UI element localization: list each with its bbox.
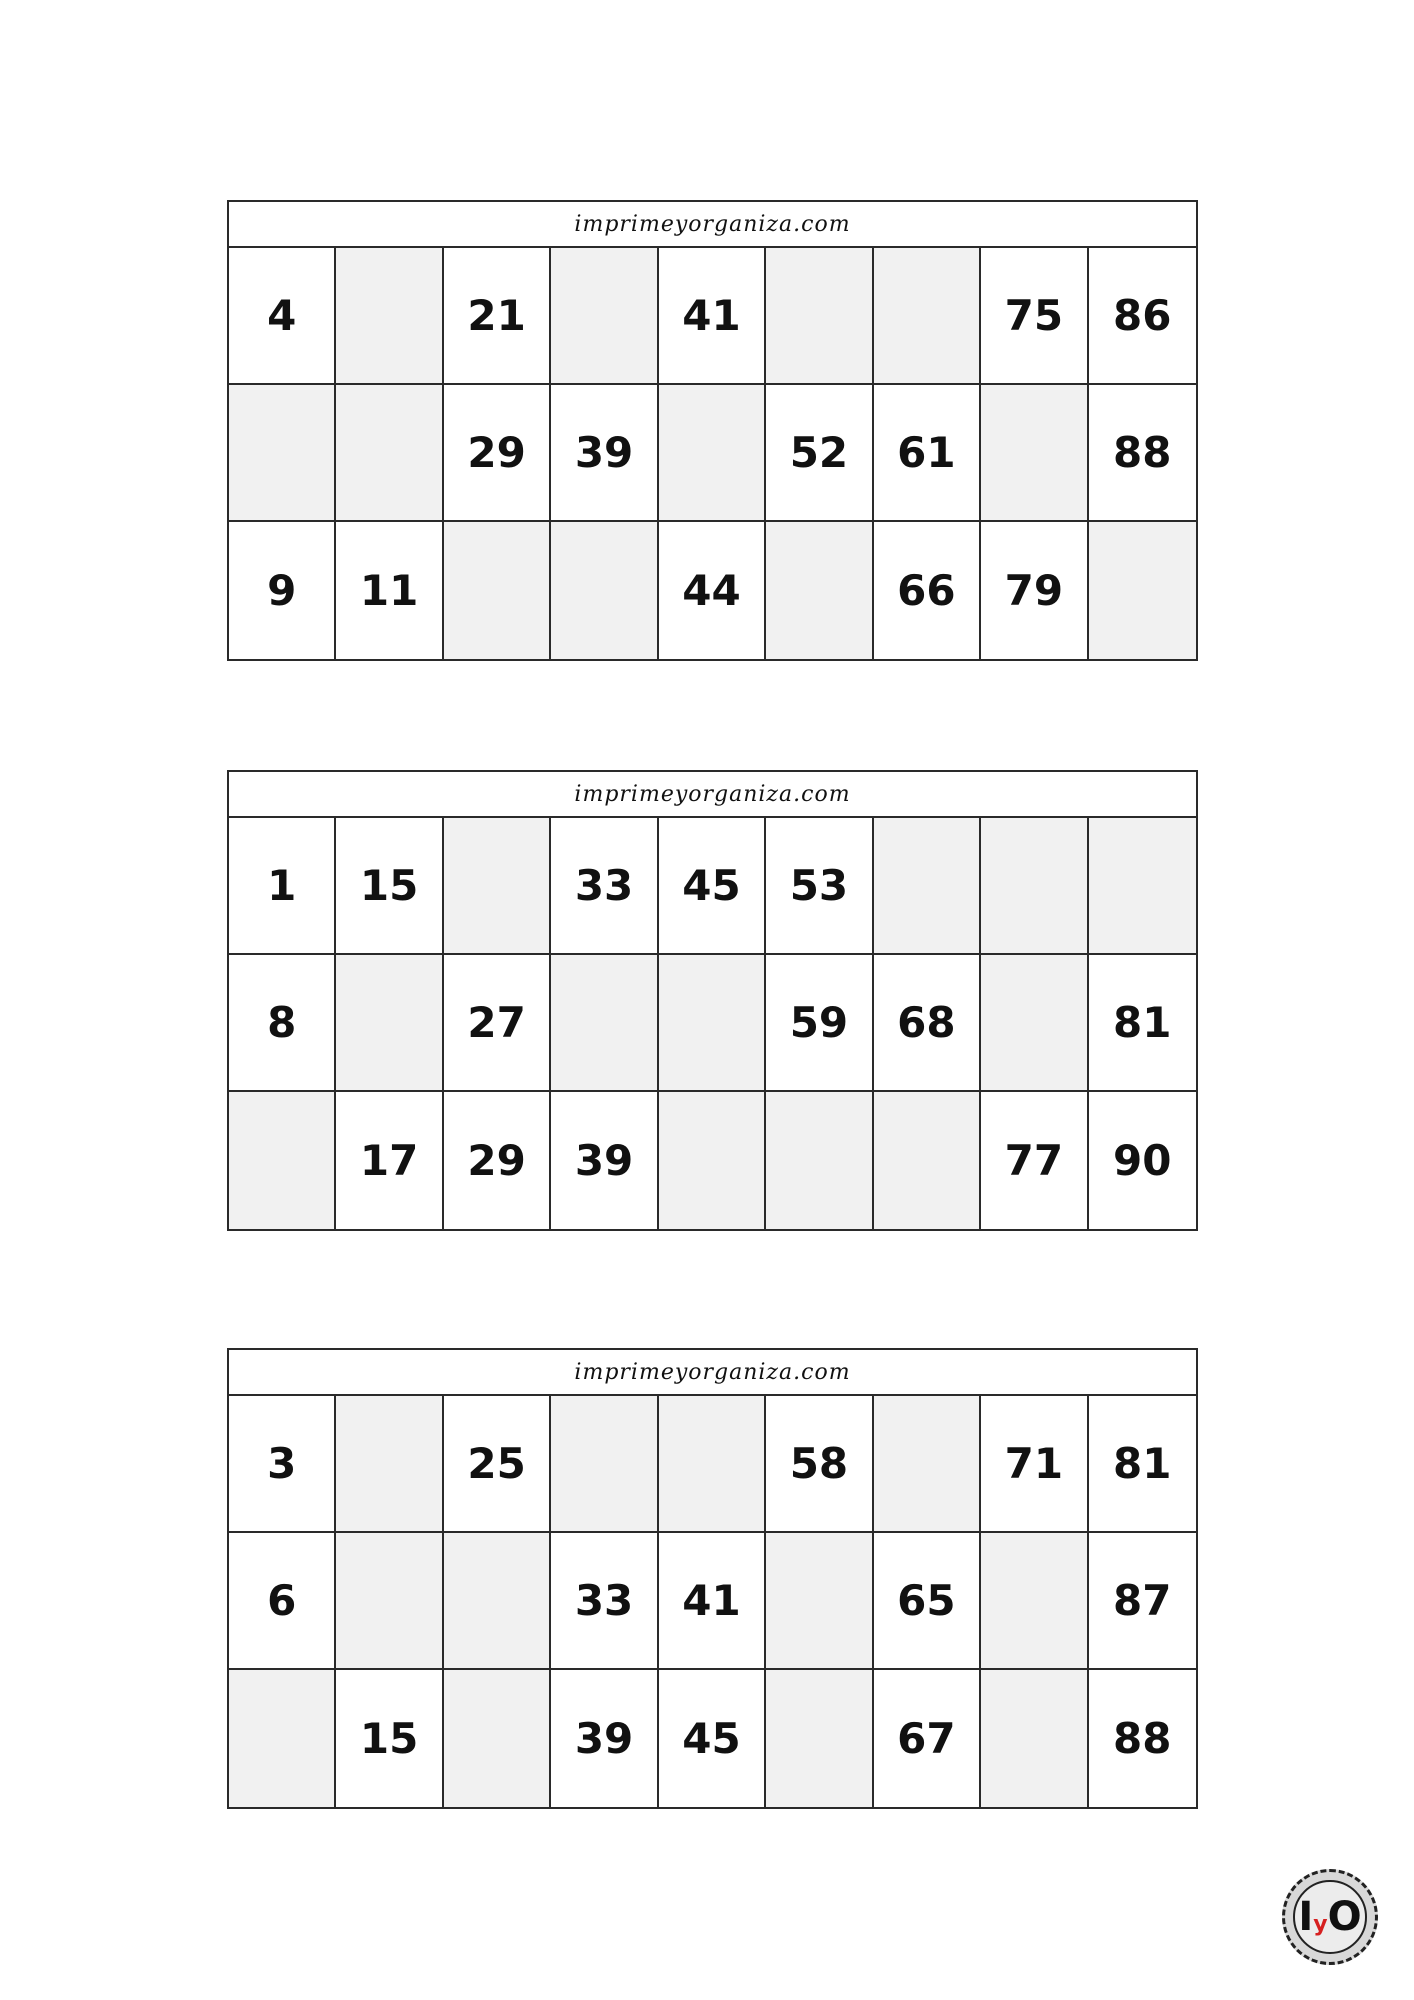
empty-cell: [874, 1396, 981, 1533]
empty-cell: [766, 1533, 873, 1670]
number-cell: 61: [874, 385, 981, 522]
empty-cell: [444, 1533, 551, 1670]
number-cell: 90: [1089, 1092, 1196, 1229]
empty-cell: [766, 1670, 873, 1807]
number-cell: 11: [336, 522, 443, 659]
number-cell: 27: [444, 955, 551, 1092]
card-header-url: imprimeyorganiza.com: [229, 772, 1196, 818]
logo-letter-o: O: [1327, 1894, 1362, 1940]
empty-cell: [981, 955, 1088, 1092]
number-cell: 1: [229, 818, 336, 955]
empty-cell: [659, 385, 766, 522]
number-cell: 15: [336, 1670, 443, 1807]
number-cell: 87: [1089, 1533, 1196, 1670]
empty-cell: [551, 522, 658, 659]
number-cell: 67: [874, 1670, 981, 1807]
empty-cell: [336, 955, 443, 1092]
card-grid: [229, 818, 1196, 1229]
empty-cell: [659, 1092, 766, 1229]
number-cell: 45: [659, 1670, 766, 1807]
empty-cell: [229, 1670, 336, 1807]
bingo-card-3: [227, 1348, 1198, 1809]
empty-cell: [551, 248, 658, 385]
number-cell: 9: [229, 522, 336, 659]
number-cell: 58: [766, 1396, 873, 1533]
empty-cell: [336, 248, 443, 385]
number-cell: 52: [766, 385, 873, 522]
number-cell: 81: [1089, 955, 1196, 1092]
empty-cell: [766, 248, 873, 385]
number-cell: 81: [1089, 1396, 1196, 1533]
empty-cell: [659, 955, 766, 1092]
number-cell: 86: [1089, 248, 1196, 385]
empty-cell: [336, 385, 443, 522]
empty-cell: [874, 1092, 981, 1229]
number-cell: 39: [551, 1092, 658, 1229]
number-cell: 41: [659, 248, 766, 385]
card-grid: [229, 1396, 1196, 1807]
number-cell: 29: [444, 385, 551, 522]
empty-cell: [981, 818, 1088, 955]
bingo-card-1: [227, 200, 1198, 661]
number-cell: 6: [229, 1533, 336, 1670]
empty-cell: [981, 385, 1088, 522]
number-cell: 79: [981, 522, 1088, 659]
empty-cell: [1089, 818, 1196, 955]
empty-cell: [229, 385, 336, 522]
number-cell: 44: [659, 522, 766, 659]
empty-cell: [981, 1533, 1088, 1670]
empty-cell: [336, 1533, 443, 1670]
number-cell: 77: [981, 1092, 1088, 1229]
number-cell: 29: [444, 1092, 551, 1229]
card-header-url: imprimeyorganiza.com: [229, 1350, 1196, 1396]
empty-cell: [551, 955, 658, 1092]
number-cell: 33: [551, 1533, 658, 1670]
empty-cell: [1089, 522, 1196, 659]
number-cell: 53: [766, 818, 873, 955]
number-cell: 75: [981, 248, 1088, 385]
number-cell: 88: [1089, 385, 1196, 522]
empty-cell: [659, 1396, 766, 1533]
empty-cell: [444, 522, 551, 659]
iyo-logo: [1282, 1869, 1378, 1965]
empty-cell: [874, 248, 981, 385]
number-cell: 33: [551, 818, 658, 955]
number-cell: 21: [444, 248, 551, 385]
number-cell: 65: [874, 1533, 981, 1670]
card-header-url: imprimeyorganiza.com: [229, 202, 1196, 248]
bingo-card-2: [227, 770, 1198, 1231]
number-cell: 71: [981, 1396, 1088, 1533]
empty-cell: [444, 818, 551, 955]
empty-cell: [766, 1092, 873, 1229]
number-cell: 66: [874, 522, 981, 659]
number-cell: 4: [229, 248, 336, 385]
logo-letter-i: I: [1298, 1894, 1314, 1940]
logo-letter-y: y: [1313, 1912, 1328, 1937]
empty-cell: [874, 818, 981, 955]
number-cell: 17: [336, 1092, 443, 1229]
number-cell: 39: [551, 1670, 658, 1807]
empty-cell: [766, 522, 873, 659]
empty-cell: [551, 1396, 658, 1533]
number-cell: 3: [229, 1396, 336, 1533]
number-cell: 88: [1089, 1670, 1196, 1807]
empty-cell: [444, 1670, 551, 1807]
number-cell: 39: [551, 385, 658, 522]
number-cell: 15: [336, 818, 443, 955]
empty-cell: [981, 1670, 1088, 1807]
number-cell: 59: [766, 955, 873, 1092]
number-cell: 45: [659, 818, 766, 955]
number-cell: 41: [659, 1533, 766, 1670]
number-cell: 25: [444, 1396, 551, 1533]
card-grid: [229, 248, 1196, 659]
number-cell: 68: [874, 955, 981, 1092]
empty-cell: [229, 1092, 336, 1229]
number-cell: 8: [229, 955, 336, 1092]
empty-cell: [336, 1396, 443, 1533]
logo-badge: [1293, 1880, 1367, 1954]
